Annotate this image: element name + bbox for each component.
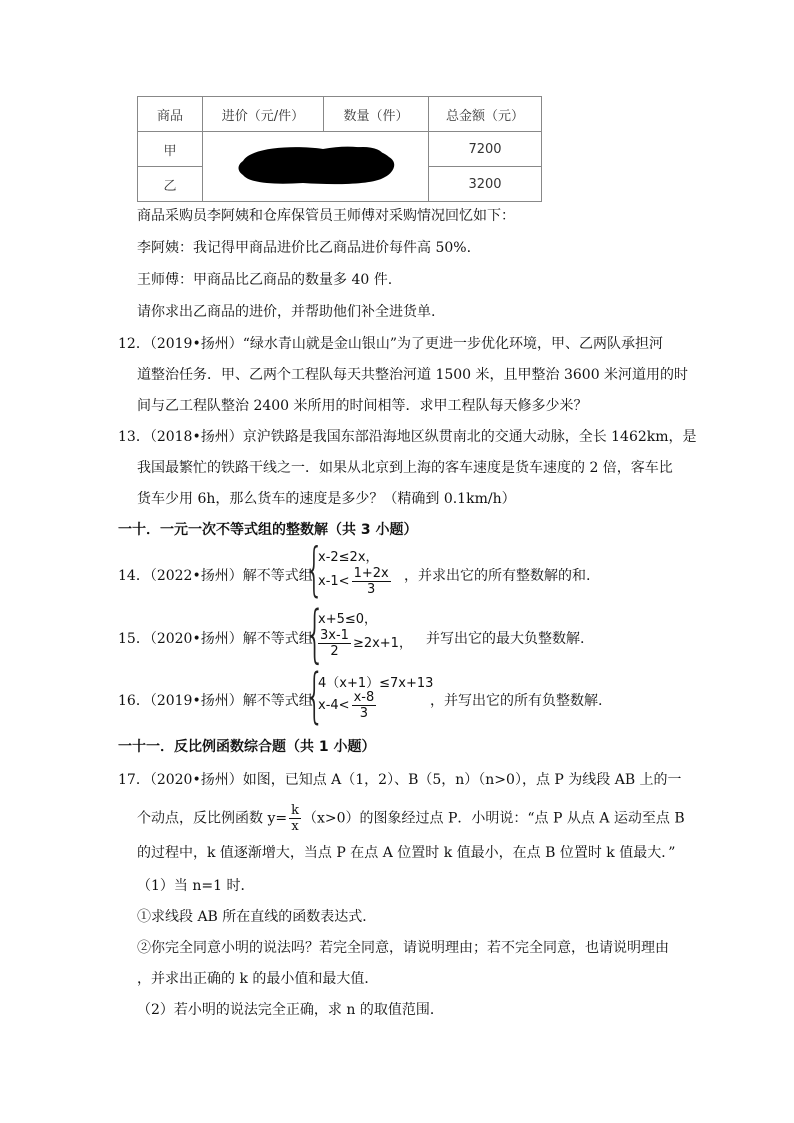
p15-ineq1: x+5≤0， — [318, 612, 378, 627]
p16-prefix: 16．（2019•扬州）解不等式组 — [118, 693, 313, 709]
p11-li: 李阿姨：我记得甲商品进价比乙商品进价每件高 50%. — [137, 240, 472, 256]
p16-system — [318, 672, 448, 732]
p12-line1: 12．（2019•扬州）“绿水青山就是金山银山”为了更进一步优化环境，甲、乙两队承担河 — [118, 336, 664, 352]
p12-line3: 间与乙工程队整治 2400 米所用的时间相等．求甲工程队每天修多少米？ — [137, 398, 588, 414]
p14-ineq2 — [318, 566, 393, 597]
table-header: 总金额（元） — [429, 97, 542, 132]
p17-q1a: ①求线段 AB 所在直线的函数表达式． — [137, 909, 377, 925]
fraction-numerator: 3x-1 — [320, 628, 349, 643]
p15-fraction — [318, 628, 351, 659]
section-heading-11: 一十一．反比例函数综合题（共 1 小题） — [118, 739, 376, 755]
p14-suffix: ，并求出它的所有整数解的和. — [404, 568, 591, 584]
p15-system — [318, 608, 428, 668]
table-header: 商品 — [138, 97, 203, 132]
p17-q1: （1）当 n=1 时． — [137, 878, 255, 894]
p14-fraction — [352, 566, 391, 597]
redacted-cell — [203, 132, 429, 202]
p13-line2: 我国最繁忙的铁路干线之一．如果从北京到上海的客车速度是货车速度的 2 倍，客车比 — [137, 460, 673, 476]
p17-line2 — [137, 803, 685, 834]
p16-ineq2-left: x-4< — [318, 698, 350, 713]
p17-q1b-line2: ，并求出正确的 k 的最小值和最大值． — [137, 971, 379, 987]
p14-system — [318, 546, 418, 606]
p17-line3: 的过程中，k 值逐渐增大，当点 P 在点 A 位置时 k 值最小，在点 B 位置时 k 值最大．” — [137, 845, 676, 861]
fraction-numerator: x-8 — [353, 690, 375, 705]
p16-ineq2 — [318, 690, 378, 721]
p16-suffix: ，并写出它的所有负整数解. — [430, 693, 603, 709]
table-cell-item: 乙 — [138, 167, 203, 202]
brace-icon: { — [304, 597, 326, 670]
p17-q2: （2）若小明的说法完全正确，求 n 的取值范围． — [137, 1002, 444, 1018]
p17-line2-b: （x>0）的图象经过点 P．小明说：“点 P 从点 A 运动至点 B — [302, 810, 685, 827]
p13-line1: 13．（2018•扬州）京沪铁路是我国东部沿海地区纵贯南北的交通大动脉，全长 1462km，是 — [118, 429, 697, 445]
table-cell-total: 3200 — [429, 167, 542, 202]
p17-q1b-line1: ②你完全同意小明的说法吗？若完全同意，请说明理由；若不完全同意，也请说明理由 — [137, 940, 669, 956]
fraction-denominator: 2 — [330, 644, 339, 659]
brace-icon: { — [304, 661, 326, 731]
p14-ineq1: x-2≤2x， — [318, 550, 379, 565]
p17-line1: 17．（2020•扬州）如图，已知点 A（1，2）、B（5，n）（n>0），点 P 为线段 AB 上的一 — [118, 772, 682, 788]
p16-ineq1: 4（x+1）≤7x+13 — [318, 676, 434, 691]
table-header-row — [138, 97, 542, 132]
p13-line3: 货车少用 6h，那么货车的速度是多少？（精确到 0.1km/h） — [137, 491, 516, 507]
p14-prefix: 14．（2022•扬州）解不等式组 — [118, 568, 313, 584]
p15-ineq2-right: ≥2x+1， — [352, 636, 412, 651]
fraction-denominator: x — [291, 819, 299, 834]
p15-prefix: 15．（2020•扬州）解不等式组 — [118, 631, 313, 647]
p17-fraction-k-over-x — [289, 803, 301, 834]
table-cell-item: 甲 — [138, 132, 203, 167]
fraction-numerator: 1+2x — [353, 566, 389, 581]
table-cell-total: 7200 — [429, 132, 542, 167]
p11-wang: 王师傅：甲商品比乙商品的数量多 40 件. — [137, 272, 393, 288]
fraction-denominator: 3 — [366, 582, 376, 597]
p11-question: 请你求出乙商品的进价，并帮助他们补全进货单. — [137, 304, 436, 320]
p15-ineq2 — [318, 628, 412, 659]
fraction-numerator: k — [291, 803, 299, 818]
brace-icon: { — [304, 535, 325, 603]
p14-ineq2-left: x-1< — [318, 574, 350, 589]
section-heading-10: 一十．一元一次不等式组的整数解（共 3 小题） — [118, 522, 418, 538]
p12-line2: 道整治任务．甲、乙两个工程队每天共整治河道 1500 米，且甲整治 3600 米河道用的时 — [137, 367, 689, 383]
p11-intro: 商品采购员李阿姨和仓库保管员王师傅对采购情况回忆如下： — [137, 208, 515, 224]
p17-line2-a: 个动点，反比例函数 y= — [137, 810, 288, 827]
table-header: 进价（元/件） — [203, 97, 324, 132]
p15-suffix: 并写出它的最大负整数解. — [426, 631, 585, 647]
goods-table — [137, 96, 542, 202]
p16-fraction — [352, 690, 377, 721]
table-header: 数量（件） — [324, 97, 429, 132]
table-row — [138, 132, 542, 167]
ink-blot-redaction — [203, 133, 427, 201]
fraction-denominator: 3 — [359, 706, 369, 721]
